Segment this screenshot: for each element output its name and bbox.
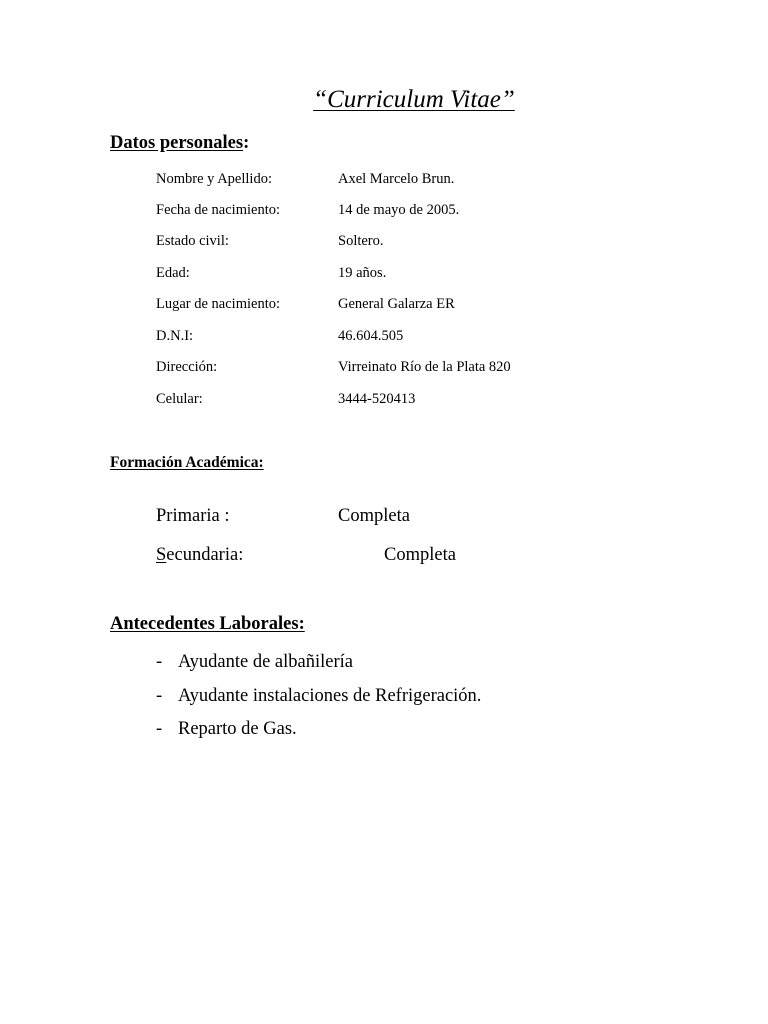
academic-label-secondary-text: ecundaria: — [166, 545, 244, 565]
academic-label-primary-text: Primaria : — [156, 506, 230, 526]
personal-value-birthdate: 14 de mayo de 2005. — [338, 202, 460, 218]
work-item-text: Ayudante instalaciones de Refrigeración. — [178, 686, 482, 706]
personal-label-age: Edad: — [156, 265, 190, 281]
personal-value-name: Axel Marcelo Brun. — [338, 171, 455, 187]
academic-value-primary: Completa — [338, 506, 410, 526]
list-bullet: - — [156, 719, 163, 739]
academic-label-primary — [156, 506, 229, 527]
personal-value-age: 19 años. — [338, 265, 387, 281]
list-item — [156, 652, 353, 673]
academic-value-secondary: Completa — [384, 545, 456, 565]
personal-value-phone: 3444-520413 — [338, 391, 416, 407]
personal-label-phone: Celular: — [156, 391, 203, 407]
list-item — [156, 719, 297, 740]
list-bullet: - — [156, 652, 163, 672]
personal-value-birthplace: General Galarza ER — [338, 296, 455, 312]
personal-label-name: Nombre y Apellido: — [156, 171, 272, 187]
section-heading-personal-text: Datos personales — [110, 133, 244, 153]
personal-label-birthplace: Lugar de nacimiento: — [156, 296, 281, 312]
section-heading-personal — [110, 133, 249, 154]
list-item — [156, 686, 481, 707]
section-heading-personal-colon: : — [243, 133, 250, 153]
personal-value-address: Virreinato Río de la Plata 820 — [338, 359, 511, 375]
personal-label-civil-status: Estado civil: — [156, 233, 229, 249]
personal-label-birthdate: Fecha de nacimiento: — [156, 202, 281, 218]
work-item-text: Ayudante de albañilería — [178, 652, 354, 672]
section-heading-academic: Formación Académica: — [110, 454, 264, 471]
personal-label-dni: D.N.I: — [156, 328, 194, 344]
academic-label-secondary — [156, 545, 243, 566]
personal-value-dni: 46.604.505 — [338, 328, 404, 344]
section-heading-work: Antecedentes Laborales: — [110, 614, 305, 634]
personal-label-address: Dirección: — [156, 359, 218, 375]
personal-value-civil-status: Soltero. — [338, 233, 384, 249]
list-bullet: - — [156, 686, 163, 706]
academic-label-secondary-initial: S — [156, 545, 167, 565]
work-item-text: Reparto de Gas. — [178, 719, 297, 739]
document-title: “Curriculum Vitae” — [313, 86, 515, 113]
